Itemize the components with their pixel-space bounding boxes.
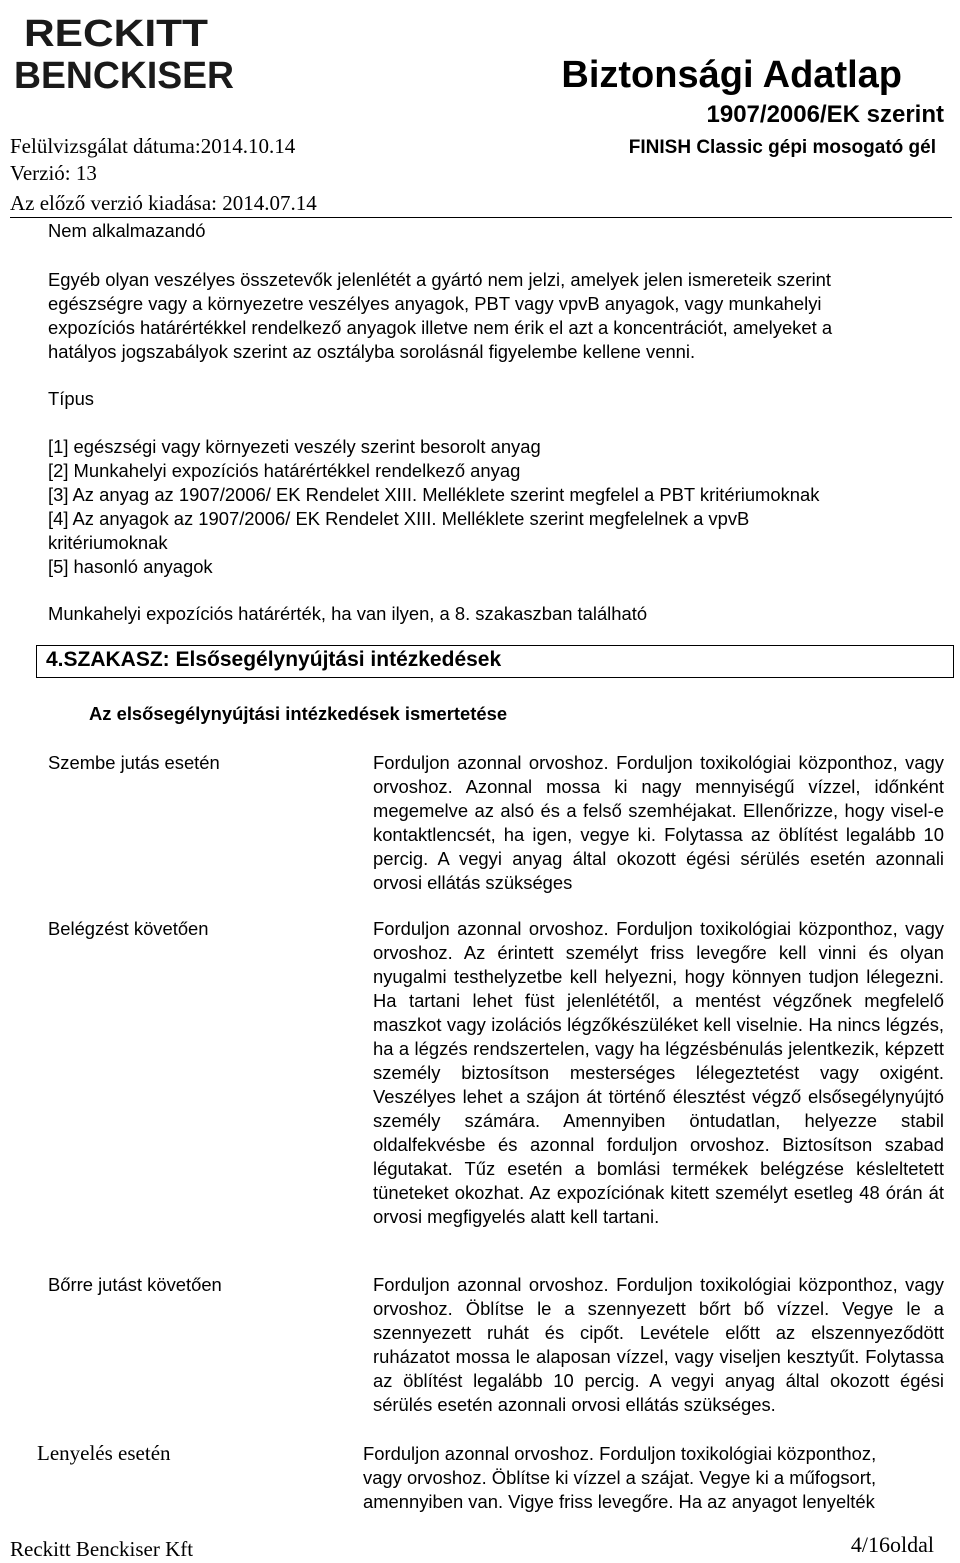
skin-contact-text: Forduljon azonnal orvoshoz. Forduljon toxikológiai központhoz, vagy orvoshoz. Öblítse le a szennyezett bőrt bő vízzel. Vegye le a szennyezett ruhát és cipőt. Levétele előtt az elszennyeződött ruházatot mossa le alaposan vízzel, vagy viseljen kesztyűt. Folytassa az öblítést legalább 10 percig. A vegyi anyag által okozott égési sérülés esetén azonnali orvosi ellátás szükséges. [373, 1274, 944, 1415]
version: Verzió: 13 [10, 161, 97, 185]
logo-text-line2: BENCKISER [14, 55, 234, 94]
section-title: 4.SZAKASZ: Elsősegélynyújtási intézkedések [46, 648, 502, 671]
type-item: [1] egészségi vagy környezeti veszély szerint besorolt anyag [48, 436, 541, 457]
company-logo [10, 6, 240, 94]
ingestion-label: Lenyelés esetén [37, 1441, 171, 1465]
type-item: [4] Az anyagok az 1907/2006/ EK Rendelet XIII. Melléklete szerint megfelelnek a vpvB [48, 508, 750, 529]
inhalation-label: Belégzést követően [48, 918, 209, 939]
ingestion-line: Forduljon azonnal orvoshoz. Forduljon toxikológiai központhoz, [363, 1443, 877, 1464]
footer-company: Reckitt Benckiser Kft [10, 1537, 194, 1561]
paragraph-line: expozíciós határértékkel rendelkező anyagok illetve nem érik el azt a koncentrációt, amelyeket a [48, 317, 833, 338]
skin-contact-label: Bőrre jutást követően [48, 1274, 222, 1295]
previous-version-date: Az előző verzió kiadása: 2014.07.14 [10, 191, 317, 215]
type-item: [3] Az anyag az 1907/2006/ EK Rendelet XIII. Melléklete szerint megfelel a PBT kritériumoknak [48, 484, 820, 505]
ingestion-line: vagy orvoshoz. Öblítse ki vízzel a szájat. Vegye ki a műfogsort, [363, 1467, 877, 1488]
document-title: Biztonsági Adatlap [561, 54, 902, 96]
logo-text-line1: RECKITT [24, 13, 208, 55]
type-item: [2] Munkahelyi expozíciós határértékkel rendelkező anyag [48, 460, 521, 481]
eye-contact-label: Szembe jutás esetén [48, 752, 220, 773]
product-name: FINISH Classic gépi mosogató gél [628, 137, 936, 158]
page-number: 4/16oldal [850, 1532, 934, 1557]
header-divider [10, 217, 952, 218]
exposure-note: Munkahelyi expozíciós határérték, ha van ilyen, a 8. szakaszban található [48, 603, 648, 624]
subsection-title: Az elsősegélynyújtási intézkedések ismertetése [89, 703, 508, 724]
regulation-reference: 1907/2006/EK szerint [706, 101, 944, 128]
type-heading: Típus [48, 388, 94, 409]
eye-contact-text: Forduljon azonnal orvoshoz. Forduljon toxikológiai központhoz, vagy orvoshoz. Azonnal mossa ki nagy mennyiségű vízzel, időnként megemelve az alsó és a felső szemhéjakat. Ellenőrizze, hogy visel-e kontaktlencsét, ha igen, vegye ki. Folytassa az öblítést legalább 10 percig. A vegyi anyag által okozott égési sérülés esetén azonnali orvosi ellátás szükséges [373, 752, 944, 893]
revision-date: Felülvizsgálat dátuma:2014.10.14 [10, 134, 296, 158]
paragraph-line: Egyéb olyan veszélyes összetevők jelenlétét a gyártó nem jelzi, amelyek jelen ismereteik szerint [48, 269, 831, 290]
inhalation-text: Forduljon azonnal orvoshoz. Forduljon toxikológiai központhoz, vagy orvoshoz. Az érintett személyt friss levegőre kell vinni és olyan nyugalmi testhelyzetbe kell helyezni, hogy könnyen tudjon lélegezni. Ha tartani lehet füst jelenlététől, a mentést végzőnek megfelelő maszkot vagy izolációs légzőkészüléket kell viselnie. Ha nincs légzés, ha a légzés rendszertelen, vagy ha légzésbénulás jelentkezik, képzett személy biztosítson mesterséges lélegeztetést vagy oxigént. Veszélyes lehet a szájon át történő élesztést végző elsősegélynyújtó személy számára. Amennyiben öntudatlan, helyezze stabil oldalfekvésbe és azonnal forduljon orvoshoz. Biztosítson szabad légutakat. Tűz esetén a bomlási termékek belégzése késleltetett tüneteket okozhat. Az expozíciónak kitett személyt esetleg 48 órán át orvosi megfigyelés alatt kell tartani. [373, 918, 944, 1227]
not-applicable-text: Nem alkalmazandó [48, 220, 206, 241]
paragraph-line: egészségre vagy a környezetre veszélyes anyagok, PBT vagy vpvB anyagok, vagy munkahelyi [48, 293, 822, 314]
paragraph-line: hatályos jogszabályok szerint az osztályba sorolásnál figyelembe kellene venni. [48, 341, 696, 362]
type-item: [5] hasonló anyagok [48, 556, 213, 577]
ingestion-line: amennyiben van. Vigye friss levegőre. Ha az anyagot lenyelték [363, 1491, 875, 1512]
type-item: kritériumoknak [48, 532, 168, 553]
